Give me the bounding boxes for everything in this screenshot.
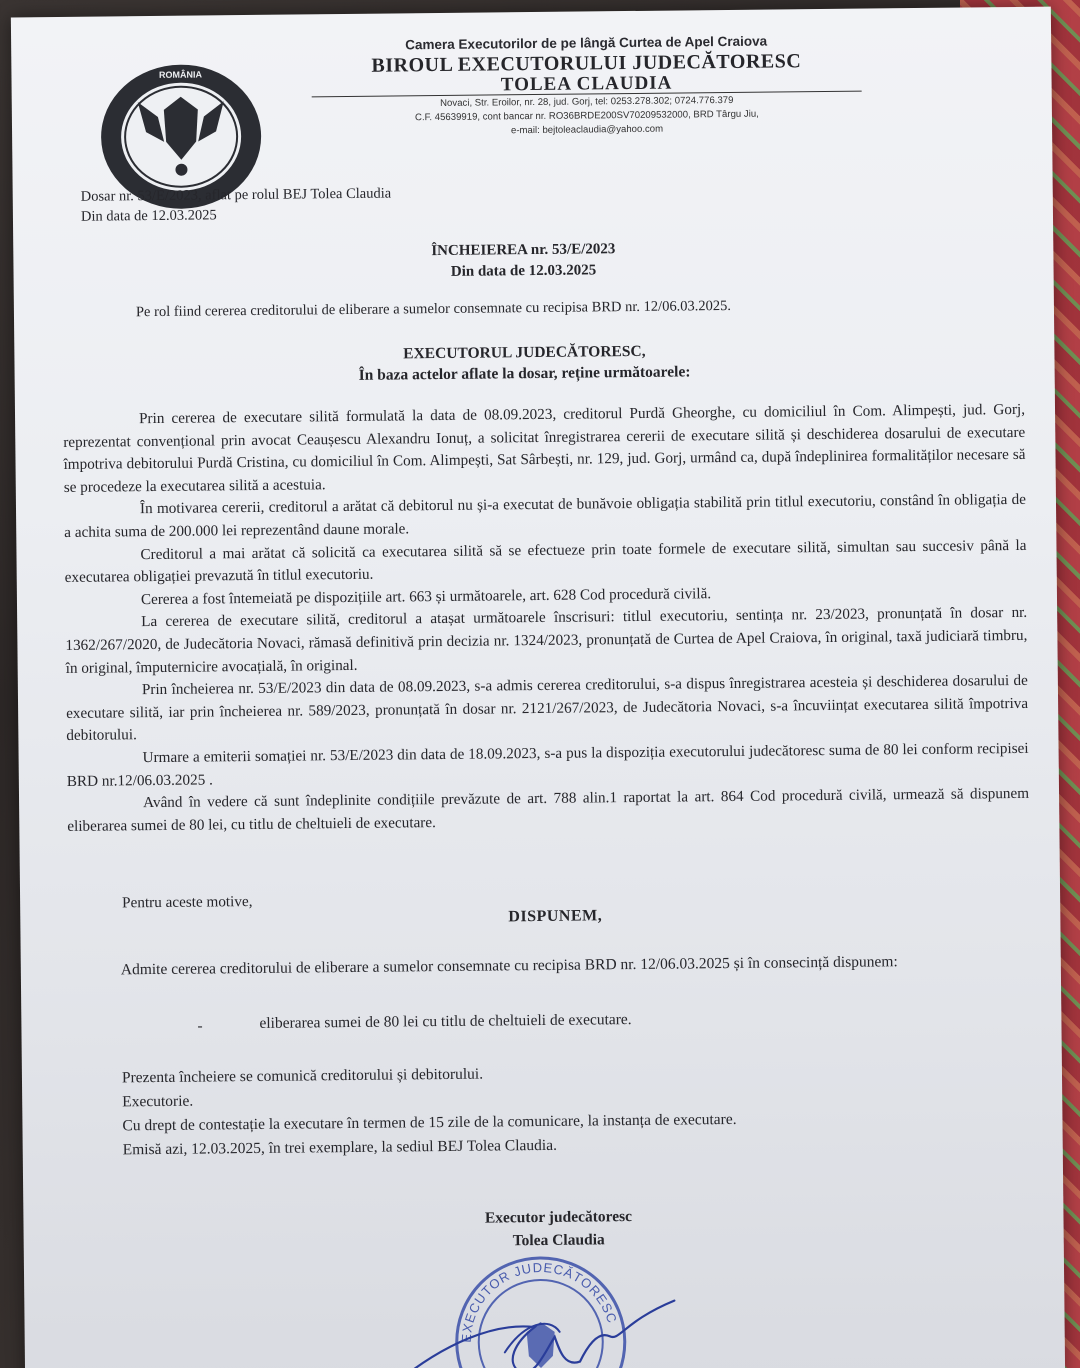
body-paragraphs	[63, 399, 1029, 838]
address-line-2: C.F. 45639919, cont bancar nr. RO36BRDE200SV70209532000, BRD Târgu Jiu,	[414, 108, 759, 124]
crest-top-text: ROMÂNIA	[158, 69, 203, 80]
paragraph: Prin încheierea nr. 53/E/2023 din data de 08.09.2023, s-a admis cererea creditorului, s-a dispus înregistrarea acesteia și deschiderea dosarului de executare silită, iar prin încheierea nr. 589/2023, pronunțată în dosar nr. 2121/267/2023, de Judecătoria Novaci, s-a încuviințat executarea silită împotriva debitorului.	[66, 671, 1029, 745]
office-title: BIROUL EXECUTORULUI JUDECĂTORESC	[371, 50, 802, 77]
request-summary: Pe rol fiind cererea creditorului de eliberare a sumelor consemnate cu recipisa BRD nr. 12/06.03.2025.	[135, 297, 732, 321]
closing-statements	[122, 1060, 737, 1162]
stamp-text: EXECUTOR JUDECĂTORESC	[458, 1259, 621, 1343]
address-line-1: Novaci, Str. Eroilor, nr. 28, jud. Gorj, tel: 0253.278.302; 0724.776.379	[440, 94, 734, 109]
paragraph: La cererea de executare silită, creditorul a atașat următoarele înscrisuri: titlul executoriu, sentința nr. 23/2023, pronunțată în dosar nr. 1362/267/2020, de Judecătoria Novaci, rămasă definitivă prin decizia nr. 1324/2023, pronunțată de Curtea de Apel Craiova, în original, taxă judiciară timbru, în original, împuternicire avocațială, în original.	[65, 604, 1028, 677]
decision-heading: DISPUNEM,	[508, 907, 603, 926]
reasons-line: Pentru aceste motive,	[122, 893, 253, 912]
case-number: Dosar nr. 53/E/2023, aflat pe rolul BEJ Tolea Claudia	[80, 185, 392, 205]
closing-line: Cu drept de contestație la executare în termen de 15 zile de la comunicare, la instanța de executare.	[122, 1110, 737, 1135]
paragraph: Având în vedere că sunt îndeplinite condițiile prevăzute de art. 788 alin.1 raportat la art. 864 Cod procedură civilă, urmează să dispunem eliberarea sumei de 80 lei, cu titlu de cheltuieli de executare.	[67, 784, 1030, 835]
section-heading-line2: În baza actelor aflate la dosar, reține următoarele:	[358, 363, 691, 384]
paragraph: Urmare a emiterii somației nr. 53/E/2023 din data de 18.09.2023, s-a pus la dispoziția executorului judecătoresc suma de 80 lei conform recipisei BRD nr.12/06.03.2025 .	[66, 739, 1029, 790]
email-line: e-mail: bejtoleaclaudia@yahoo.com	[510, 123, 664, 137]
case-reference	[81, 184, 392, 227]
document-page	[11, 7, 1065, 1368]
signer-name: Tolea Claudia	[512, 1231, 605, 1250]
closing-line: Prezenta încheiere se comunică creditorului și debitorului.	[121, 1065, 484, 1087]
section-heading-line1: EXECUTORUL JUDECĂTORESC,	[403, 342, 646, 363]
closing-line: Emisă azi, 12.03.2025, în trei exemplare, la sediul BEJ Tolea Claudia.	[122, 1136, 558, 1159]
paragraph: Cererea a fost întemeiată pe dispozițiile art. 663 și următoarele, art. 628 Cod procedură civilă.	[140, 584, 712, 608]
paragraph: Prin cererea de executare silită formulată la data de 08.09.2023, creditorul Purdă Gheorghe, cu domiciliul în Com. Alimpești, jud. Gorj, reprezentat convențional prin avocat Ceaușescu Alexandru Ionuț, a solicitat înregistrarea cererii de executare silită și deschiderea dosarului de executare împotriva debitorului Purdă Cristina, cu domiciliul în Com. Alimpești, Sat Sârbești, nr. 129, jud. Gorj, urmând ca, după îndeplinirea formalităților necesare să se procedeze la executarea silită a acestuia.	[63, 400, 1026, 496]
section-heading	[14, 337, 1034, 390]
title-number: ÎNCHEIEREA nr. 53/E/2023	[431, 241, 616, 260]
signer-role: Executor judecătoresc	[484, 1208, 633, 1227]
decision-text	[61, 949, 1041, 983]
case-date: Din data de 12.03.2025	[80, 207, 217, 225]
office-holder-name: TOLEA CLAUDIA	[312, 73, 862, 98]
decision-text-content: Admite cererea creditorului de eliberare a sumelor consemnate cu recipisa BRD nr. 12/06.03.2025 și în consecință dispunem:	[120, 953, 898, 979]
decision-item: eliberarea sumei de 80 lei cu titlu de cheltuieli de executare.	[259, 1011, 632, 1032]
paragraph: Creditorul a mai arătat că solicită ca executarea silită să se efectueze prin toate formele de executare silită, simultan sau succesiv până la executarea obligației prevazută în titlul executoriu.	[64, 536, 1027, 587]
closing-line: Executorie.	[122, 1092, 194, 1111]
bullet-dash: -	[197, 1017, 203, 1035]
document-title	[13, 235, 1033, 288]
signature-block	[23, 1200, 1065, 1257]
handwritten-signature	[384, 1281, 685, 1368]
letterhead	[311, 33, 862, 140]
paragraph: În motivarea cererii, creditorul a arătat că debitorul nu și-a executat de bunăvoie obligația stabilită prin titlul executoriu, constând în obligația de a achita suma de 200.000 lei reprezentând daune morale.	[64, 491, 1027, 541]
title-date: Din data de 12.03.2025	[450, 262, 597, 280]
chamber-name: Camera Executorilor de pe lângă Curtea de Apel Craiova	[405, 33, 768, 53]
